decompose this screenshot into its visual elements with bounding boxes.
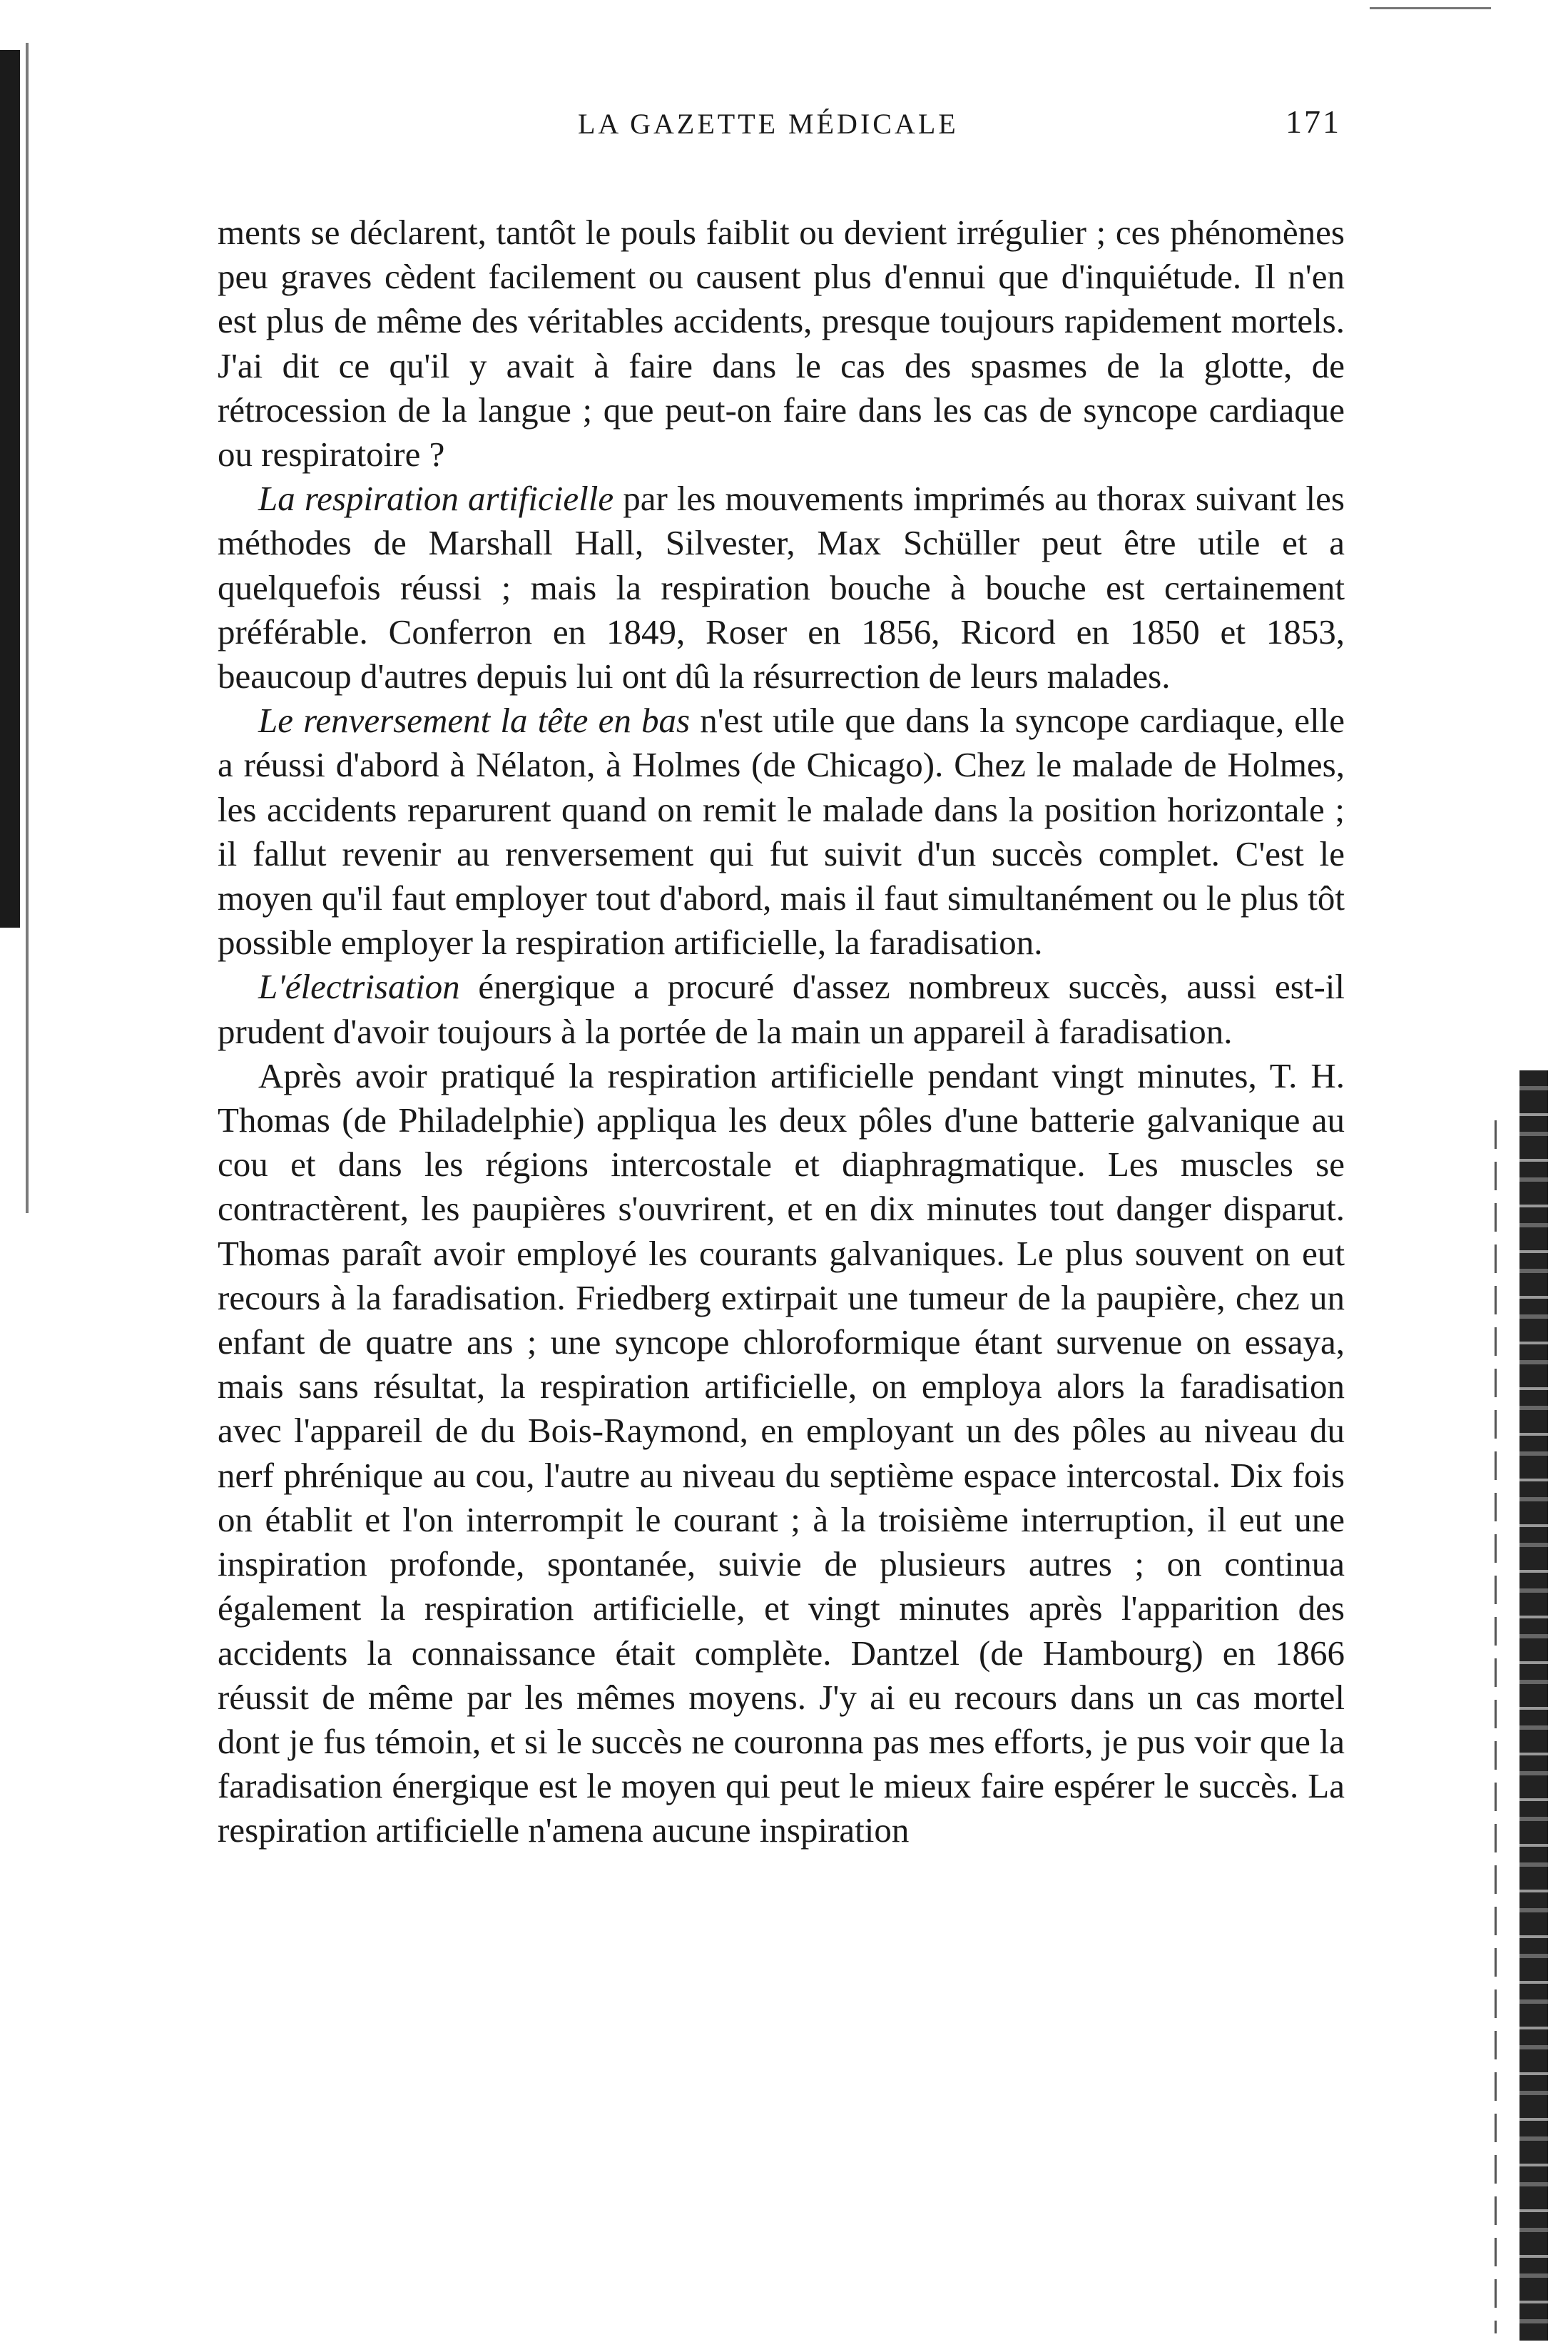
paragraph-3 [218, 699, 1345, 965]
paragraph-4 [218, 965, 1345, 1053]
paragraph-text: énergique a procuré d'assez nombreux succès, aussi est-il prudent d'avoir toujours à la portée de la main un appareil à faradisation. [218, 967, 1345, 1051]
scan-binding-shadow-left [0, 50, 20, 928]
paragraph-text: par les mouvements imprimés au thorax suivant les méthodes de Marshall Hall, Silvester, Max Schüller peut être utile et a quelquefois réussi ; mais la respiration bouche à bouche est certainement préférable. Conferron en 1849, Roser en 1856, Ricord en 1850 et 1853, beaucoup d'autres depuis lui ont dû la résurrection de leurs malades. [218, 479, 1345, 696]
paragraph-lead: L'électrisation [258, 967, 460, 1007]
paragraph-text: Après avoir pratiqué la respiration artificielle pendant vingt minutes, T. H. Thomas (de Philadelphie) appliqua les deux pôles d'une batterie galvanique au cou et dans les régions intercostale et diaphragmatique. Les muscles se contractèrent, les paupières s'ouvrirent, et en dix minutes tout danger disparut. Thomas paraît avoir employé les courants galvaniques. Le plus souvent on eut recours à la faradisation. Friedberg extirpait une tumeur de la paupière, chez un enfant de quatre ans ; une syncope chloroformique étant survenue on essaya, mais sans résultat, la respiration artificielle, on employa alors la faradisation avec l'appareil de du Bois-Raymond, en employant un des pôles au niveau du nerf phrénique au cou, l'autre au niveau du septième espace intercostal. Dix fois on établit et l'on interrompit le courant ; à la troisième interruption, il eut une inspiration profonde, spontanée, suivie de plusieurs autres ; on continua également la respiration artificielle, et vingt minutes après l'apparition des accidents la connaissance était complète. Dantzel (de Hambourg) en 1866 réussit de même par les mêmes moyens. J'y ai eu recours dans un cas mortel dont je fus témoin, et si le succès ne couronna pas mes efforts, je pus voir que la faradisation énergique est le moyen qui peut le mieux faire espérer le succès. La respiration artificielle n'amena aucune inspiration [218, 1055, 1345, 1850]
running-title: LA GAZETTE MÉDICALE [578, 108, 959, 140]
page-header [214, 103, 1341, 150]
paragraph-1 [218, 211, 1345, 477]
scan-edge-line [1370, 7, 1491, 9]
scan-edge-right [1495, 1120, 1497, 2333]
paragraph-text: n'est utile que dans la syncope cardiaque, elle a réussi d'abord à Nélaton, à Holmes (de Chicago). Chez le malade de Holmes, les accidents reparurent quand on remit le malade dans la position horizontale ; il fallut revenir au renversement qui fut suivit d'un succès complet. C'est le moyen qu'il faut employer tout d'abord, mais il faut simultanément ou le plus tôt possible employer la respiration artificielle, la faradisation. [218, 701, 1345, 963]
paragraph-lead: La respiration artificielle [258, 479, 614, 519]
body-text [218, 211, 1345, 1853]
paragraph-2 [218, 477, 1345, 699]
paragraph-lead: Le renversement la tête en bas [258, 701, 691, 741]
paragraph-5 [218, 1054, 1345, 1853]
scan-edge-left [26, 43, 29, 1213]
scan-binding-shadow-right [1519, 1070, 1548, 2341]
page-number: 171 [1286, 103, 1341, 140]
paragraph-text: ments se déclarent, tantôt le pouls faiblit ou devient irrégulier ; ces phénomènes peu graves cèdent facilement ou causent plus d'ennui que d'inquiétude. Il n'en est plus de même des véritables accidents, presque toujours rapidement mortels. J'ai dit ce qu'il y avait à faire dans le cas des spasmes de la glotte, de rétrocession de la langue ; que peut-on faire dans les cas de syncope cardiaque ou respiratoire ? [218, 213, 1345, 475]
